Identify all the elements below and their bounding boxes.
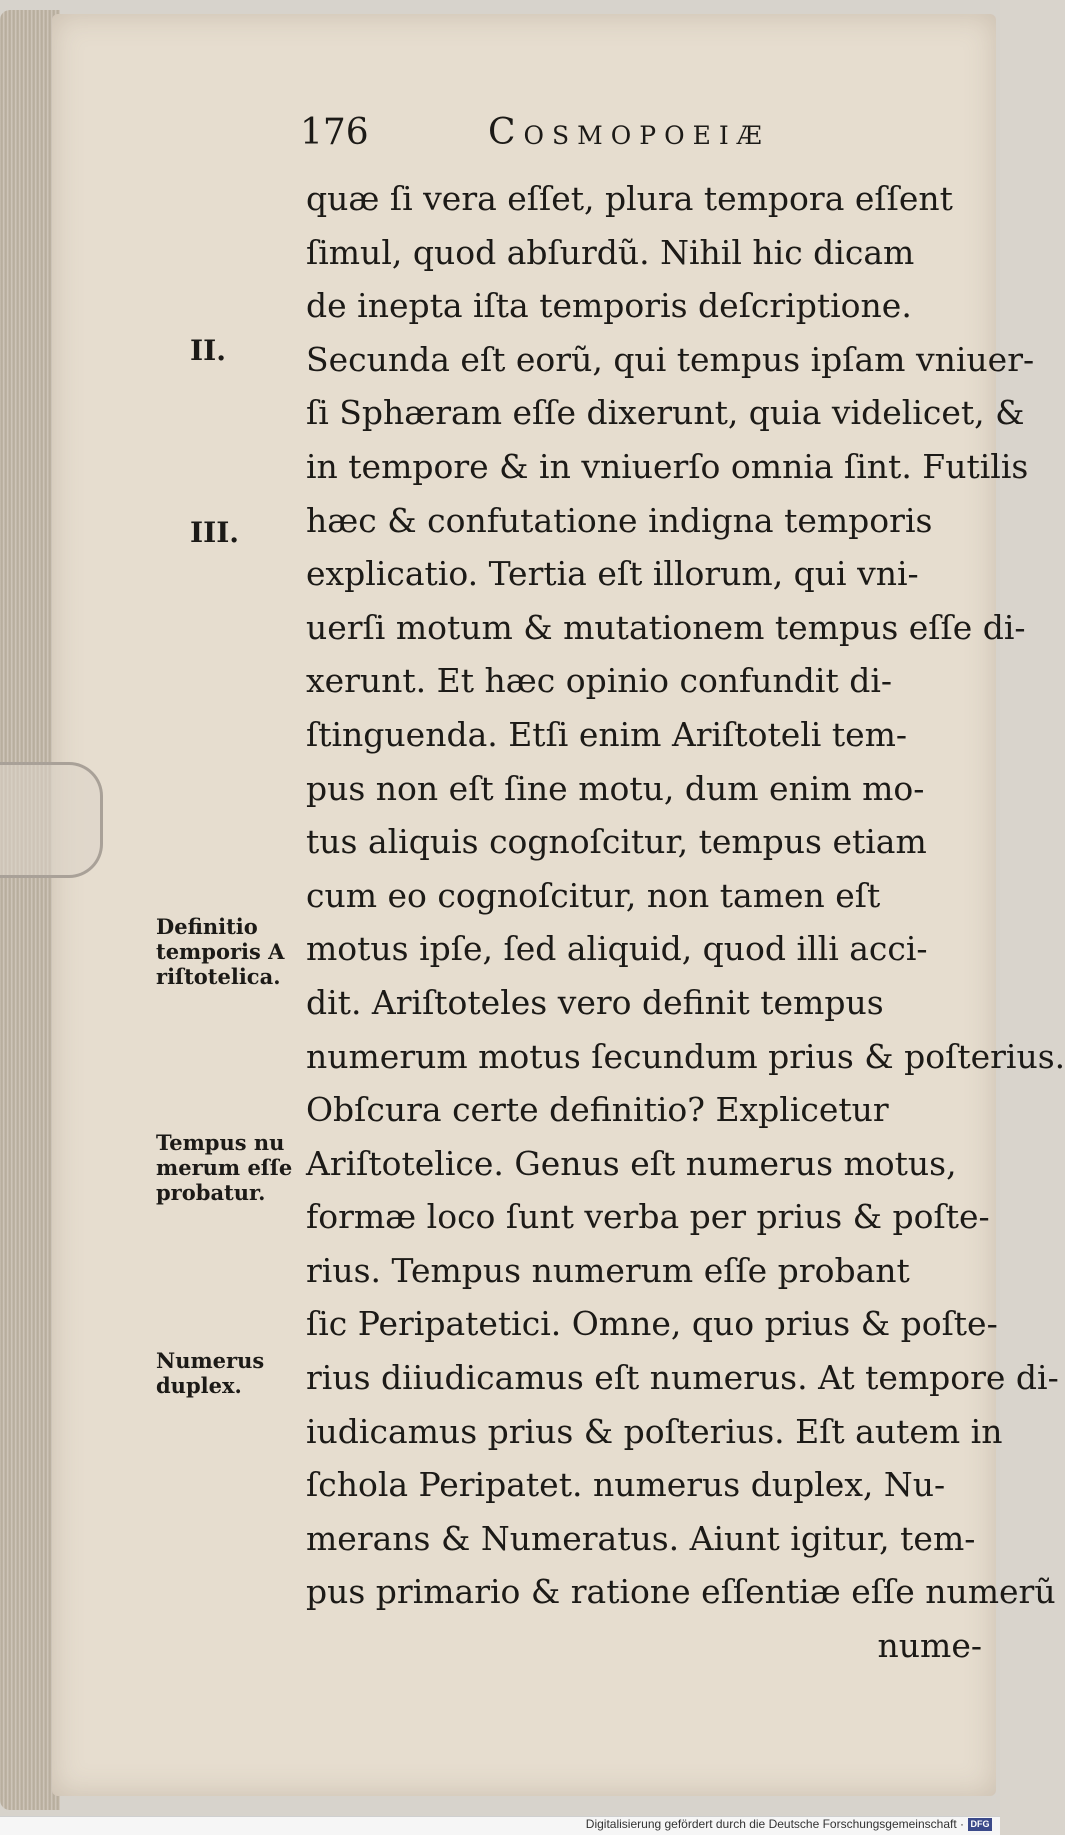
- page-number: 176: [300, 112, 369, 153]
- margin-note-line: merum eſſe: [156, 1155, 293, 1180]
- text-line: cum eo cognoſcitur, non tamen eſt: [306, 875, 881, 915]
- text-line: motus ipſe, ſed aliquid, quod illi acci-: [306, 929, 928, 969]
- text-line: quæ ſi vera eſſet, plura tempora eſſent: [306, 179, 953, 218]
- margin-note-tempus: [156, 1130, 292, 1205]
- text-line: xerunt. Et hæc opinio confundit di-: [306, 661, 893, 701]
- text-line: uerſi motum & mutationem tempus eſſe di-: [306, 607, 1026, 647]
- text-line: Ariſtotelice. Genus eſt numerus motus,: [306, 1143, 957, 1183]
- text-line: ſtinguenda. Etſi enim Ariſtoteli tem-: [306, 714, 908, 754]
- page-stack-edge: [0, 10, 60, 1810]
- margin-note-line: Definitio: [156, 914, 258, 939]
- text-line: formæ loco ſunt verba per prius & poſte-: [306, 1197, 990, 1237]
- margin-note-definitio: [156, 914, 284, 989]
- running-title: Cosmopoeiæ: [488, 112, 770, 153]
- margin-note-line: riſtotelica.: [156, 964, 281, 989]
- page-header: [0, 112, 1000, 162]
- text-line: pus non eſt ſine motu, dum enim mo-: [306, 768, 925, 808]
- book-clip: [0, 762, 103, 878]
- text-line: pus primario & ratione eſſentiæ eſſe numerũ: [306, 1572, 1056, 1612]
- margin-note-line: Tempus nu: [156, 1130, 285, 1155]
- text-line: rius diiudicamus eſt numerus. At tempore di-: [306, 1358, 1059, 1398]
- margin-note-numerus: [156, 1348, 264, 1398]
- text-line: Obſcura certe definitio? Explicetur: [306, 1090, 889, 1130]
- text-line: ſic Peripatetici. Omne, quo prius & poſte-: [306, 1304, 998, 1344]
- text-line: ſimul, quod abſurdũ. Nihil hic dicam: [306, 232, 915, 272]
- catchword: nume-: [877, 1626, 982, 1666]
- dfg-logo-icon: DFG: [968, 1818, 992, 1831]
- margin-note-line: duplex.: [156, 1373, 242, 1398]
- text-line: rius. Tempus numerum eſſe probant: [306, 1250, 910, 1290]
- text-line: dit. Ariſtoteles vero definit tempus: [306, 982, 884, 1022]
- body-text: [306, 172, 1065, 1673]
- margin-note-line: temporis A: [156, 939, 285, 964]
- text-line: ſchola Peripatet. numerus duplex, Nu-: [306, 1465, 946, 1505]
- text-line: in tempore & in vniuerſo omnia ſint. Futilis: [306, 446, 1029, 486]
- text-line: numerum motus ſecundum prius & poſterius.: [306, 1036, 1065, 1076]
- text-line: merans & Numeratus. Aiunt igitur, tem-: [306, 1518, 976, 1558]
- footer-credit: Digitalisierung gefördert durch die Deutsche Forschungsgemeinschaft ·: [585, 1817, 964, 1831]
- margin-note-line: probatur.: [156, 1180, 266, 1205]
- margin-numeral-ii: II.: [190, 334, 226, 367]
- text-line: tus aliquis cognoſcitur, tempus etiam: [306, 822, 927, 862]
- text-line: iudicamus prius & poſterius. Eſt autem in: [306, 1411, 1003, 1451]
- text-line: hæc & confutatione indigna temporis: [306, 500, 933, 540]
- text-line: ſi Sphæram eſſe dixerunt, quia videlicet, &: [306, 393, 1025, 433]
- text-line: de inepta iſta temporis deſcriptione.: [306, 286, 912, 326]
- text-line: Secunda eſt eorũ, qui tempus ipſam vniuer-: [306, 339, 1035, 379]
- text-line: explicatio. Tertia eſt illorum, qui vni-: [306, 554, 919, 594]
- margin-note-line: Numerus: [156, 1348, 265, 1373]
- margin-numeral-iii: III.: [190, 516, 240, 549]
